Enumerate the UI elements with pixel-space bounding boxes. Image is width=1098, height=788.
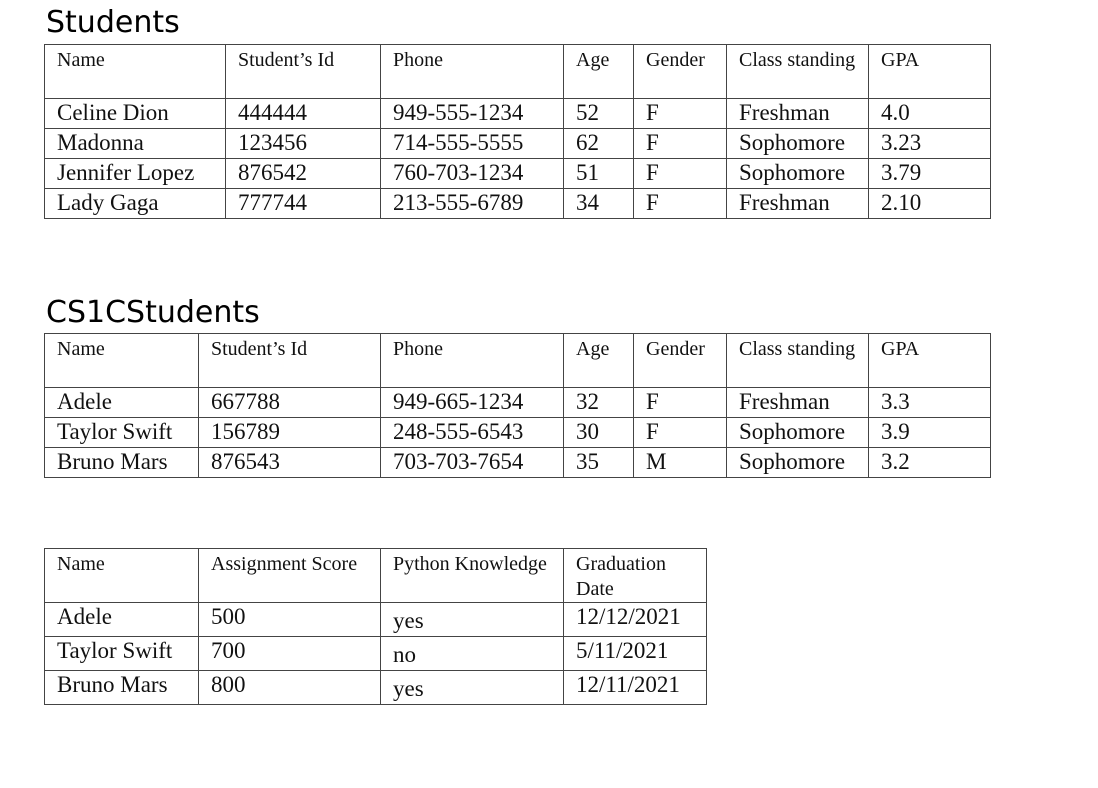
cell-name: Taylor Swift bbox=[45, 637, 199, 671]
cell-gpa: 3.23 bbox=[869, 129, 991, 159]
header-age: Age bbox=[564, 334, 634, 388]
cell-gender: F bbox=[634, 159, 727, 189]
cell-name: Celine Dion bbox=[45, 99, 226, 129]
header-student-id: Student’s Id bbox=[226, 45, 381, 99]
cell-phone: 760-703-1234 bbox=[381, 159, 564, 189]
table-row bbox=[45, 603, 707, 637]
cell-phone: 949-555-1234 bbox=[381, 99, 564, 129]
header-student-id: Student’s Id bbox=[199, 334, 381, 388]
cell-student-id: 156789 bbox=[199, 418, 381, 448]
cell-name: Jennifer Lopez bbox=[45, 159, 226, 189]
table-row bbox=[45, 129, 991, 159]
cell-python-knowledge: yes bbox=[381, 671, 564, 705]
cell-class-standing: Sophomore bbox=[727, 159, 869, 189]
cell-graduation-date: 12/11/2021 bbox=[564, 671, 707, 705]
cell-assignment-score: 700 bbox=[199, 637, 381, 671]
cell-student-id: 876542 bbox=[226, 159, 381, 189]
cell-student-id: 444444 bbox=[226, 99, 381, 129]
cell-gender: F bbox=[634, 129, 727, 159]
cell-gpa: 3.3 bbox=[869, 388, 991, 418]
cell-age: 52 bbox=[564, 99, 634, 129]
table-row bbox=[45, 189, 991, 219]
header-class-standing: Class standing bbox=[727, 45, 869, 99]
assignment-table bbox=[44, 548, 707, 705]
table-header-row bbox=[45, 334, 991, 388]
cell-class-standing: Freshman bbox=[727, 189, 869, 219]
cell-gender: F bbox=[634, 99, 727, 129]
header-age: Age bbox=[564, 45, 634, 99]
cell-assignment-score: 500 bbox=[199, 603, 381, 637]
table-header-row bbox=[45, 45, 991, 99]
header-assignment-score: Assignment Score bbox=[199, 549, 381, 603]
cell-name: Taylor Swift bbox=[45, 418, 199, 448]
cell-age: 62 bbox=[564, 129, 634, 159]
cell-python-knowledge: no bbox=[381, 637, 564, 671]
cell-student-id: 123456 bbox=[226, 129, 381, 159]
cell-phone: 714-555-5555 bbox=[381, 129, 564, 159]
cell-phone: 949-665-1234 bbox=[381, 388, 564, 418]
cell-gender: F bbox=[634, 418, 727, 448]
cell-name: Madonna bbox=[45, 129, 226, 159]
header-name: Name bbox=[45, 45, 226, 99]
cell-age: 32 bbox=[564, 388, 634, 418]
cell-python-knowledge: yes bbox=[381, 603, 564, 637]
cell-class-standing: Sophomore bbox=[727, 418, 869, 448]
cell-name: Bruno Mars bbox=[45, 448, 199, 478]
cell-gpa: 3.2 bbox=[869, 448, 991, 478]
cell-gender: F bbox=[634, 189, 727, 219]
cell-gpa: 3.79 bbox=[869, 159, 991, 189]
header-graduation-date: Graduation Date bbox=[564, 549, 707, 603]
header-name: Name bbox=[45, 334, 199, 388]
cell-student-id: 777744 bbox=[226, 189, 381, 219]
cell-gpa: 3.9 bbox=[869, 418, 991, 448]
table-row bbox=[45, 388, 991, 418]
header-gpa: GPA bbox=[869, 334, 991, 388]
cell-age: 34 bbox=[564, 189, 634, 219]
header-python-knowledge: Python Knowledge bbox=[381, 549, 564, 603]
cell-class-standing: Freshman bbox=[727, 99, 869, 129]
cell-age: 51 bbox=[564, 159, 634, 189]
header-class-standing: Class standing bbox=[727, 334, 869, 388]
cell-name: Lady Gaga bbox=[45, 189, 226, 219]
header-gender: Gender bbox=[634, 334, 727, 388]
cell-class-standing: Sophomore bbox=[727, 129, 869, 159]
cell-name: Bruno Mars bbox=[45, 671, 199, 705]
table-row bbox=[45, 418, 991, 448]
cell-student-id: 667788 bbox=[199, 388, 381, 418]
cell-phone: 248-555-6543 bbox=[381, 418, 564, 448]
cell-class-standing: Sophomore bbox=[727, 448, 869, 478]
cell-graduation-date: 5/11/2021 bbox=[564, 637, 707, 671]
header-name: Name bbox=[45, 549, 199, 603]
cell-gpa: 4.0 bbox=[869, 99, 991, 129]
cs1c-students-title: CS1CStudents bbox=[46, 295, 260, 330]
cell-gender: F bbox=[634, 388, 727, 418]
students-title: Students bbox=[46, 5, 180, 40]
cell-gpa: 2.10 bbox=[869, 189, 991, 219]
cell-name: Adele bbox=[45, 603, 199, 637]
cell-gender: M bbox=[634, 448, 727, 478]
header-gpa: GPA bbox=[869, 45, 991, 99]
cell-age: 30 bbox=[564, 418, 634, 448]
cs1c-students-table bbox=[44, 333, 991, 478]
cell-name: Adele bbox=[45, 388, 199, 418]
cell-student-id: 876543 bbox=[199, 448, 381, 478]
table-header-row bbox=[45, 549, 707, 603]
cell-class-standing: Freshman bbox=[727, 388, 869, 418]
table-row bbox=[45, 99, 991, 129]
header-phone: Phone bbox=[381, 45, 564, 99]
table-row bbox=[45, 637, 707, 671]
cell-phone: 703-703-7654 bbox=[381, 448, 564, 478]
header-gender: Gender bbox=[634, 45, 727, 99]
cell-phone: 213-555-6789 bbox=[381, 189, 564, 219]
cell-age: 35 bbox=[564, 448, 634, 478]
table-row bbox=[45, 448, 991, 478]
table-row bbox=[45, 159, 991, 189]
students-table bbox=[44, 44, 991, 219]
cell-graduation-date: 12/12/2021 bbox=[564, 603, 707, 637]
table-row bbox=[45, 671, 707, 705]
header-phone: Phone bbox=[381, 334, 564, 388]
cell-assignment-score: 800 bbox=[199, 671, 381, 705]
